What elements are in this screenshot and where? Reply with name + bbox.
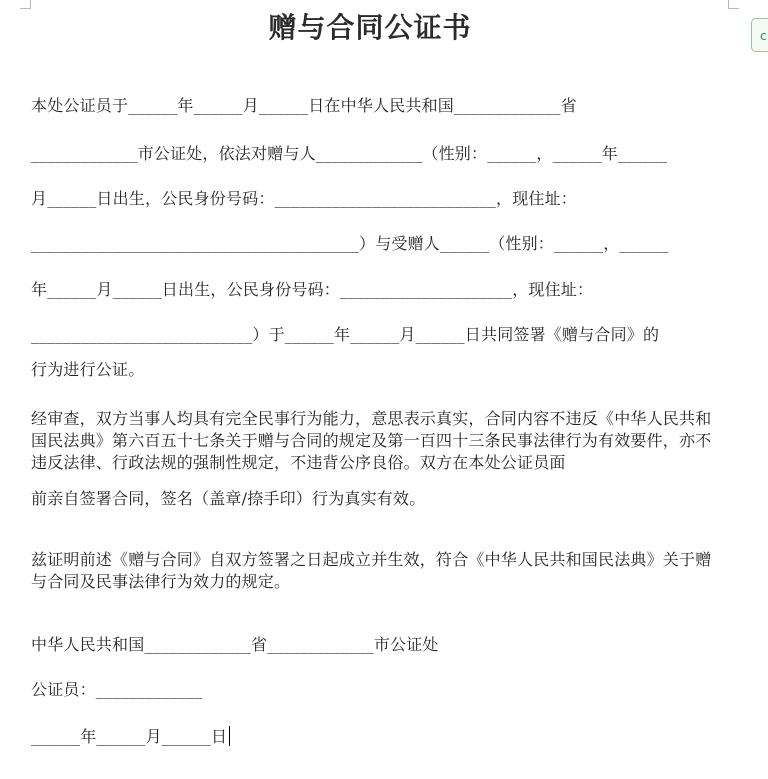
date-line[interactable]: [31, 726, 721, 747]
body-line-3: 月______日出生，公民身份号码：___________________________，现住址：: [31, 189, 578, 208]
document-title: 赠与合同公证书: [268, 11, 472, 44]
body-line-4: ________________________________________）与受赠人______（性别：______，______: [31, 234, 669, 253]
review-paragraph: 经审查，双方当事人均具有完全民事行为能力，意思表示真实，合同内容不违反《中华人民共和国民法典》第六百五十七条关于赠与合同的规定及第一百四十三条民事法律行为有效要件，亦不违反法律、行政法规的强制性规定，不违背公序良俗。双方在本处公证员面: [31, 409, 712, 472]
notary-office-line: 中华人民共和国_____________省_____________市公证处: [31, 635, 439, 654]
side-panel-tab[interactable]: c: [751, 18, 768, 52]
notary-signature-line: 公证员：_____________: [31, 680, 203, 699]
body-line-6: ___________________________）于______年______月______日共同签署《赠与合同》的: [31, 325, 660, 344]
body-line-2: _____________市公证处，依法对赠与人_____________（性别：______，______年______: [31, 144, 668, 163]
body-line-5: 年______月______日出生，公民身份号码：_____________________，现住址：: [31, 280, 594, 299]
body-line-7: 行为进行公证。: [31, 360, 145, 379]
proof-paragraph: 兹证明前述《赠与合同》自双方签署之日起成立并生效，符合《中华人民共和国民法典》关于赠与合同及民事法律行为效力的规定。: [31, 550, 712, 591]
review-last-line: 前亲自签署合同，签名（盖章/捺手印）行为真实有效。: [31, 489, 426, 508]
body-line-1: 本处公证员于______年______月______日在中华人民共和国_____________省: [31, 96, 577, 115]
text-caret: [229, 726, 230, 746]
date-line-text: ______年______月______日: [31, 727, 228, 746]
